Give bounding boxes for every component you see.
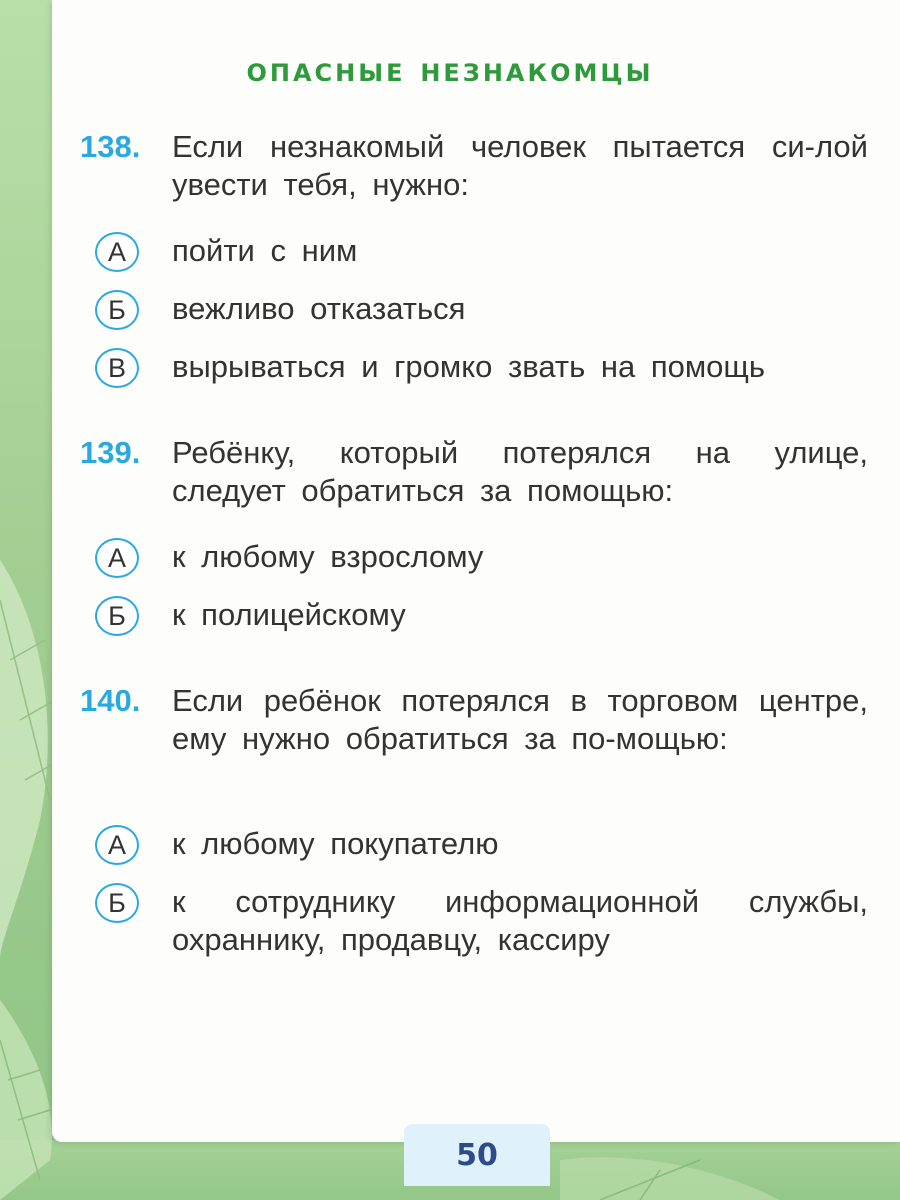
option-letter-circle[interactable]: А [95,232,139,272]
option-letter-circle[interactable]: В [95,348,139,388]
option-letter-circle[interactable]: Б [95,290,139,330]
question-number: 139. [80,435,141,470]
option-text: вежливо отказаться [172,291,466,326]
option-text: к полицейскому [172,597,406,632]
page-title: опасные незнакомцы [246,50,654,90]
option-text: к любому взрослому [172,539,484,574]
answer-option[interactable] [0,825,900,865]
option-text: к любому покупателю [172,826,499,861]
answer-option[interactable] [0,232,900,272]
option-letter-circle[interactable]: А [95,825,139,865]
page-number-tab [404,1124,550,1186]
question-number: 140. [80,683,141,718]
option-letter-circle[interactable]: Б [95,883,139,923]
option-text: пойти с ним [172,233,358,268]
answer-option[interactable] [0,596,900,636]
question-text: Если незнакомый человек пытается си-лой увести тебя, нужно: [172,129,868,202]
option-text: к сотруднику информационной службы, охраннику, продавцу, кассиру [172,884,868,957]
question-number: 138. [80,129,141,164]
page-number: 50 [456,1137,498,1173]
option-letter-circle[interactable]: Б [95,596,139,636]
option-letter-circle[interactable]: А [95,538,139,578]
option-text: вырываться и громко звать на помощь [172,349,766,384]
question-text: Ребёнку, который потерялся на улице, следует обратиться за помощью: [172,435,868,508]
answer-option[interactable] [0,883,900,957]
answer-option[interactable] [0,290,900,330]
question-text: Если ребёнок потерялся в торговом центре, ему нужно обратиться за по-мощью: [172,683,868,756]
answer-option[interactable] [0,538,900,578]
answer-option[interactable] [0,348,900,388]
